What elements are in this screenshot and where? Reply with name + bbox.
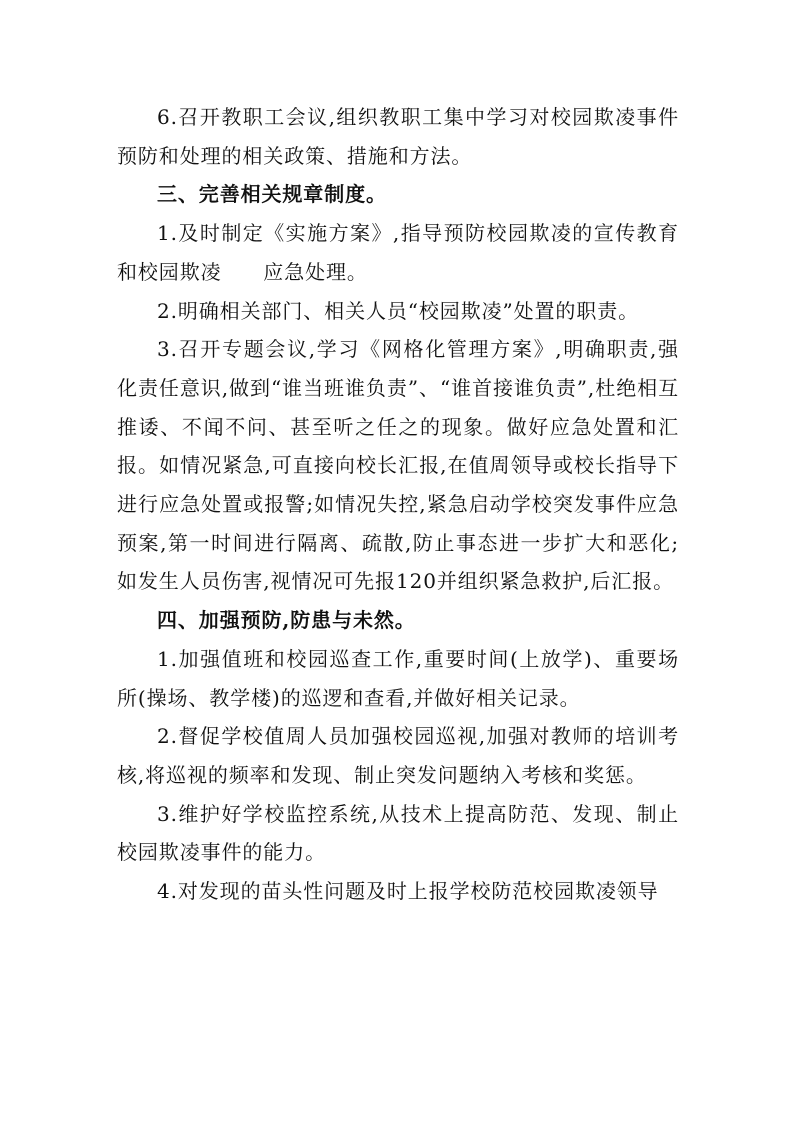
paragraph-6-staff-meeting: 6.召开教职工会议,组织教职工集中学习对校园欺凌事件预防和处理的相关政策、措施和方法。 <box>117 105 679 168</box>
paragraph-3-monitoring: 3.维护好学校监控系统,从技术上提高防范、发现、制止校园欺凌事件的能力。 <box>117 801 679 865</box>
section-heading-3: 三、完善相关规章制度。 <box>157 182 387 207</box>
paragraph-4-reporting: 4.对发现的苗头性问题及时上报学校防范校园欺凌领导 <box>157 879 659 904</box>
paragraph-3-special-meeting: 3.召开专题会议,学习《网格化管理方案》,明确职责,强化责任意识,做到“谁当班谁负责”、“谁首接谁负责”,杜绝相互推诿、不闻不问、甚至听之任之的现象。做好应急处置和汇报。如情况紧急,可直接向校长汇报,在值周领导或校长指导下进行应急处置或报警;如情况失控,紧急启动学校突发事件应急预案,第一时间进行隔离、疏散,防止事态进一步扩大和恶化;如发生人员伤害,视情况可先报120并组织紧急救护,后汇报。 <box>117 337 679 594</box>
paragraph-2-duty-staff: 2.督促学校值周人员加强校园巡视,加强对教师的培训考核,将巡视的频率和发现、制止突发问题纳入考核和奖惩。 <box>117 724 679 787</box>
paragraph-1-implementation-plan: 1.及时制定《实施方案》,指导预防校园欺凌的宣传教育和校园欺凌 应急处理。 <box>117 221 679 284</box>
section-heading-4: 四、加强预防,防患与未然。 <box>157 608 416 633</box>
paragraph-1-patrol: 1.加强值班和校园巡查工作,重要时间(上放学)、重要场所(操场、教学楼)的巡逻和查看,并做好相关记录。 <box>117 646 679 710</box>
paragraph-2-responsibilities: 2.明确相关部门、相关人员“校园欺凌”处置的职责。 <box>157 298 640 323</box>
